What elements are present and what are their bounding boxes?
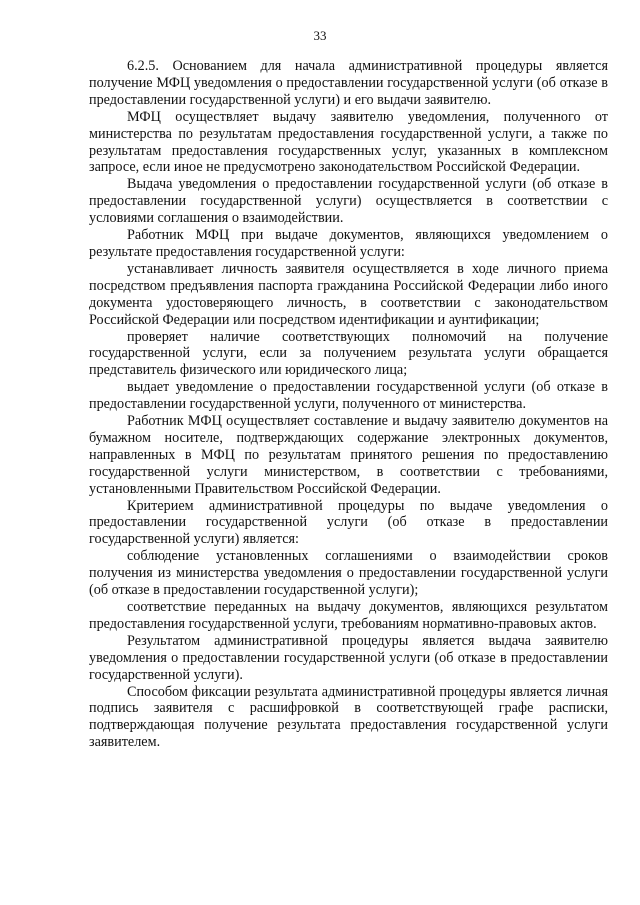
paragraph-identity-verification: устанавливает личность заявителя осуществляется в ходе личного приема посредством предъявления паспорта гражданина Российской Федерации либо иного документа удостоверяющего личность, в соответствии с законодательством Российской Федерации или посредством идентификации и аунтификации; [89,260,608,328]
document-body [89,58,608,751]
paragraph-6-2-5: 6.2.5. Основанием для начала административной процедуры является получение МФЦ уведомления о предоставлении государственной услуги (об отказе в предоставлении государственной услуги) и его выдачи заявителю. [89,58,608,108]
page-number: 33 [313,28,327,43]
paragraph-compliance: соответствие переданных на выдачу документов, являющихся результатом предоставления государственной услуги, требованиям нормативно-правовых актов. [89,599,608,632]
paragraph-notice-issuance-terms: Выдача уведомления о предоставлении государственной услуги (об отказе в предоставлении государственной услуги) осуществляется в соответствии с условиями соглашения о взаимодействии. [89,176,608,227]
paragraph-fixation-method: Способом фиксации результата административной процедуры является личная подпись заявителя с расшифровкой в соответствующей графе расписки, подтверждающая получение результата предоставления государственной услуги заявителем. [89,683,608,751]
paragraph-authority-check: проверяет наличие соответствующих полномочий на получение государственной услуги, если за получением результата услуги обращается представитель физического или юридического лица; [89,328,608,379]
paragraph-deadlines: соблюдение установленных соглашениями о взаимодействии сроков получения из министерства уведомления о предоставлении государственной услуги (об отказе в предоставлении государственной услуги); [89,548,608,599]
paragraph-mfc-issues-notice: МФЦ осуществляет выдачу заявителю уведомления, полученного от министерства по результатам предоставления государственной услуги, а также по результатам предоставления государственных услуг, указанных в комплексном запросе, если иное не предусмотрено законодательством Российской Федерации. [89,108,608,176]
paragraph-result: Результатом административной процедуры является выдача заявителю уведомления о предоставлении государственной услуги (об отказе в предоставлении государственной услуги). [89,632,608,683]
paragraph-issues-notice: выдает уведомление о предоставлении государственной услуги (об отказе в предоставлении государственной услуги, полученного от министерства. [89,379,608,413]
paragraph-mfc-worker-duties: Работник МФЦ при выдаче документов, являющихся уведомлением о результате предоставления государственной услуги: [89,227,608,260]
paragraph-paper-documents: Работник МФЦ осуществляет составление и выдачу заявителю документов на бумажном носителе, подтверждающих содержание электронных документов, направленных в МФЦ по результатам принятого решения по предоставлению государственной услуги министерством, в соответствии с требованиями, установленными Правительством Российской Федерации. [89,413,608,497]
paragraph-criterion: Критерием административной процедуры по выдаче уведомления о предоставлении государственной услуги (об отказе в предоставлении государственной услуги) является: [89,497,608,548]
